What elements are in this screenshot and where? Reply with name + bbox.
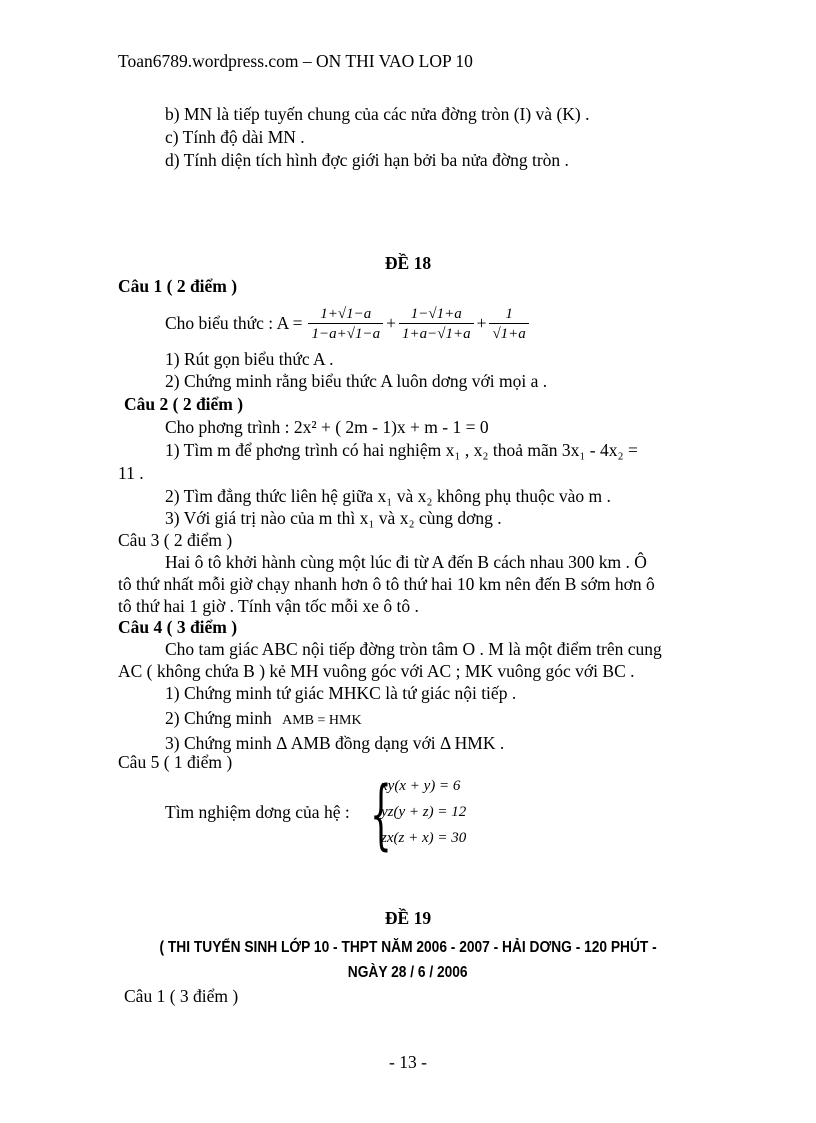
system-eq-1: xy(x + y) = 6: [381, 778, 461, 794]
de19-cau1-heading: Câu 1 ( 3 điểm ): [124, 986, 239, 1006]
fraction-1: [308, 306, 383, 343]
de18-cau4-q1: 1) Chứng minh tứ giác MHKC là tứ giác nội tiếp .: [165, 683, 517, 703]
formula-intro: Cho biểu thức : A =: [165, 313, 303, 334]
de18-cau5-intro: Tìm nghiệm dơng của hệ :: [165, 802, 350, 822]
page-number: - 13 -: [389, 1052, 427, 1072]
prev-item-d: d) Tính diện tích hình đợc giới hạn bởi ba nửa đờng tròn .: [165, 150, 569, 170]
fraction-3: [489, 306, 528, 343]
de19-condition-text2: NGÀY 28 / 6 / 2006: [348, 964, 468, 981]
de18-cau4-line1: Cho tam giác ABC nội tiếp đờng tròn tâm O . M là một điểm trên cung: [165, 639, 662, 659]
system-eq-2: yz(y + z) = 12: [381, 804, 467, 820]
de18-cau2-q1: 1) Tìm m để phơng trình có hai nghiệm x₁ , x₂ thoả mãn 3x₁ - 4x₂ =: [165, 440, 638, 460]
de18-cau1-heading: Câu 1 ( 2 điểm ): [118, 276, 238, 296]
de18-cau3-line2: tô thứ nhất mỗi giờ chạy nhanh hơn ô tô thứ hai 10 km nên đến B sớm hơn ô: [118, 574, 655, 594]
de19-condition-text1: ( THI TUYỂN SINH LỚP 10 - THPT NĂM 2006 - 2007 - HẢI DƠNG - 120 PHÚT -: [159, 939, 657, 956]
de18-cau2-q1-cont: 11 .: [118, 463, 144, 483]
de19-condition-line1: [0, 937, 816, 957]
de18-cau4-heading: Câu 4 ( 3 điểm ): [118, 617, 238, 637]
fraction-3-den: √1+a: [492, 326, 526, 342]
de18-cau4-q2-text: 2) Chứng minh: [165, 708, 272, 728]
fraction-2-num: 1−√1+a: [399, 306, 474, 325]
de18-cau5-heading: Câu 5 ( 1 điểm ): [118, 752, 233, 772]
fraction-3-num: 1: [489, 306, 528, 325]
fraction-2-den: 1+a−√1+a: [401, 326, 471, 342]
de18-cau3-heading: Câu 3 ( 2 điểm ): [118, 530, 233, 550]
fraction-1-num: 1+√1−a: [308, 306, 383, 325]
de18-cau4-q3: 3) Chứng minh Δ AMB đồng dạng với Δ HMK .: [165, 733, 505, 753]
de18-cau3-line3: tô thứ hai 1 giờ . Tính vận tốc mỗi xe ô tô .: [118, 596, 419, 616]
formula-A: Cho biểu thức : A = $\frac{1+√1-a}{1-a+√1-a}$ + $\frac{1-√1+a}{1+a-√1+a}$ + $\frac{1}{√1+a}$: [165, 302, 529, 346]
de18-title: ĐỀ 18: [384, 253, 432, 273]
system-brace: {: [370, 769, 392, 858]
de18-cau2-q3: 3) Với giá trị nào của m thì x₁ và x₂ cùng dơng .: [165, 508, 502, 528]
de18-cau1-q2: 2) Chứng minh rằng biểu thức A luôn dơng với mọi a .: [165, 371, 548, 391]
de19-title: ĐỀ 19: [384, 908, 432, 928]
de18-cau2-equation: Cho phơng trình : 2x² + ( 2m - 1)x + m - 1 = 0: [165, 417, 489, 437]
fraction-2: [399, 306, 474, 343]
system-eq-3: zx(z + x) = 30: [381, 830, 467, 846]
prev-item-b: b) MN là tiếp tuyến chung của các nửa đờng tròn (I) và (K) .: [165, 104, 590, 124]
de18-cau3-line1: Hai ô tô khởi hành cùng một lúc đi từ A đến B cách nhau 300 km . Ô: [165, 552, 647, 572]
fraction-1-den: 1−a+√1−a: [311, 326, 381, 342]
de18-cau4-line2: AC ( không chứa B ) kẻ MH vuông góc với AC ; MK vuông góc với BC .: [118, 661, 635, 681]
angle-equation: AMB = HMK: [282, 713, 362, 728]
prev-item-c: c) Tính độ dài MN .: [165, 127, 305, 147]
page-header: Toan6789.wordpress.com – ON THI VAO LOP 10: [118, 51, 473, 71]
de18-cau1-q1: 1) Rút gọn biểu thức A .: [165, 349, 334, 369]
de18-cau2-heading: Câu 2 ( 2 điểm ): [124, 394, 244, 414]
de19-condition-line2: [0, 962, 816, 982]
de18-cau2-q2: 2) Tìm đẳng thức liên hệ giữa x₁ và x₂ không phụ thuộc vào m .: [165, 486, 611, 506]
de18-cau4-q2: [165, 709, 362, 728]
